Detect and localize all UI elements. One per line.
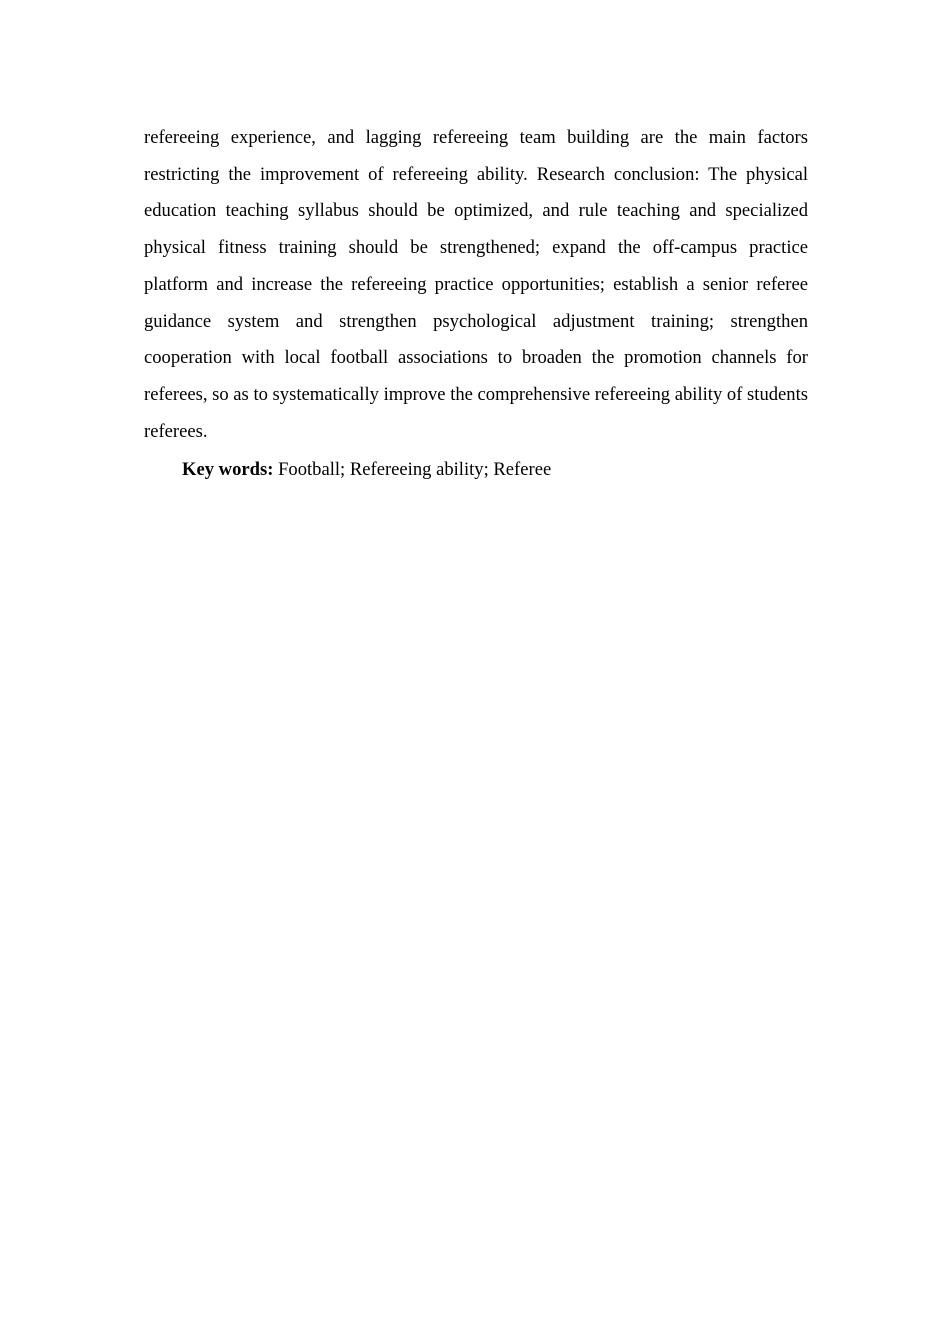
- keywords-label: Key words:: [182, 459, 274, 481]
- keywords-line: [144, 452, 808, 489]
- abstract-section: [144, 120, 808, 489]
- abstract-paragraph: refereeing experience, and lagging refereeing team building are the main factors restricting the improvement of refereeing ability. Research conclusion: The physical education teaching syllabus should be optimized, and rule teaching and specialized physical fitness training should be strengthened; expand the off-campus practice platform and increase the refereeing practice opportunities; establish a senior referee guidance system and strengthen psychological adjustment training; strengthen cooperation with local football associations to broaden the promotion channels for referees, so as to systematically improve the comprehensive refereeing ability of students referees.: [144, 127, 808, 442]
- keywords-value: Football; Refereeing ability; Referee: [278, 459, 552, 481]
